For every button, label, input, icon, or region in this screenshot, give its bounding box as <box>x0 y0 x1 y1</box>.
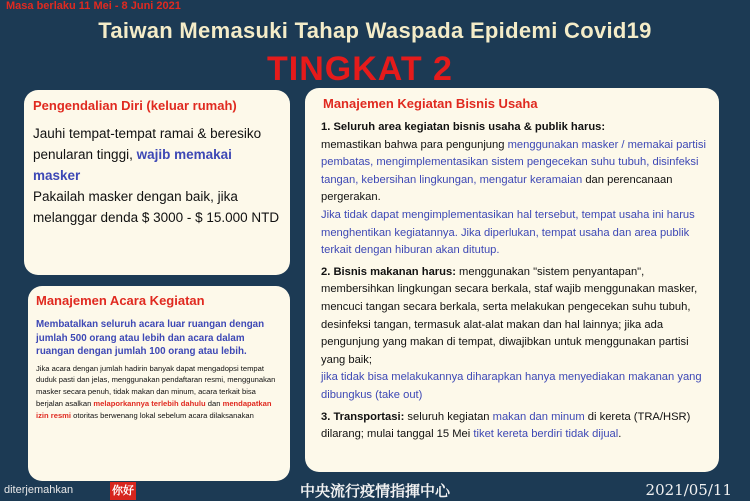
event-conditions-part-3: otoritas berwenang lokal sebelum acara dilaksanakan <box>71 410 254 420</box>
event-management-card <box>28 286 290 481</box>
self-control-card <box>24 90 290 275</box>
section-2-heading: 2. Bisnis makanan harus: <box>321 265 456 278</box>
mask-required-text: wajib memakai masker <box>33 147 232 183</box>
business-management-card <box>305 88 719 472</box>
section-food-business <box>321 264 709 405</box>
section-1-heading: 1. Seluruh area kegiatan bisnis usaha & publik harus: <box>321 121 606 133</box>
official-permit-text: mendapatkan izin resmi <box>36 398 272 420</box>
section-2-takeout-text: jika tidak bisa melakukannya diharapkan hanya menyediakan makanan yang dibungkus (take out) <box>321 371 702 401</box>
section-public-areas <box>321 119 709 260</box>
event-conditions-part-1: Jika acara dengan jumlah hadirin banyak dapat mengadopsi tempat duduk pasti dan jelas, menggunakan pendaftaran resmi, menggunakan masker secara penuh, tidak makan dan minum, acara terkait bisa berjalan asalkan <box>36 363 276 408</box>
business-management-title: Manajemen Kegiatan Bisnis Usaha <box>323 96 538 111</box>
event-cancel-text: Membatalkan seluruh acara luar ruangan dengan jumlah 500 orang atau lebih dan acara dalam ruangan dengan jumlah 100 orang atau lebih. <box>36 319 265 357</box>
section-2-text: menggunakan "sistem penyantapan", membersihkan lingkungan secara berkala, staf wajib menggunakan masker, mencuci tangan secara berkala, serta melakukan pengecekan suhu tubuh, desinfeksi tangan, termasuk alat-alat makan dan hal lainnya; jika ada pengunjung yang makan di tempat, diwajibkan untuk menggunakan partisi yang baik; <box>321 265 698 366</box>
event-management-title: Manajemen Acara Kegiatan <box>36 293 205 308</box>
event-conditions-text <box>36 363 282 422</box>
section-transport <box>321 409 709 444</box>
section-3-text-c: di kereta (TRA/HSR) dilarang; mulai tanggal 15 Mei <box>321 410 691 441</box>
standing-ticket-text: tiket kereta berdiri tidak dijual <box>473 428 619 441</box>
crowd-avoid-text: Jauhi tempat-tempat ramai & beresiko penularan tinggi, <box>33 126 262 162</box>
section-1-text-a: memastikan bahwa para pengunjung <box>321 138 508 151</box>
publish-date: 2021/05/11 <box>645 481 732 499</box>
self-control-title: Pengendalian Diri (keluar rumah) <box>33 98 237 113</box>
section-1-measures: menggunakan masker / memakai partisi pembatas, mengimplementasikan sistem pengecekan suhu tubuh, disinfeksi tangan, kebersihan lingkungan, mengatur keramaian <box>321 138 706 186</box>
page-title: Taiwan Memasuki Tahap Waspada Epidemi Covid19 <box>98 18 652 43</box>
alert-level: TINGKAT 2 <box>267 50 453 88</box>
section-1-text-c: dan perencanaan pergerakan. <box>321 173 673 204</box>
self-control-paragraph-1 <box>33 123 281 186</box>
report-first-text: melaporkannya terlebih dahulu <box>93 398 206 408</box>
section-1-closure-text: Jika tidak dapat mengimplementasikan hal tersebut, tempat usaha ini harus menghentikan kegiatannya. Jika diperlukan, tempat usaha dan area publik terkait dengan hiburan akan ditutup. <box>321 208 695 257</box>
eat-drink-text: makan dan minum <box>492 410 585 423</box>
validity-period: Masa berlaku 11 Mei - 8 Juni 2021 <box>6 0 181 12</box>
section-3-text-e: . <box>618 428 622 441</box>
translator-logo: 你好 <box>110 482 136 500</box>
agency-name: 中央流行疫情指揮中心 <box>299 482 450 500</box>
translated-by-label: diterjemahkan <box>4 484 74 496</box>
section-3-text-a: seluruh kegiatan <box>404 410 493 423</box>
section-3-heading: 3. Transportasi: <box>321 410 405 423</box>
self-control-paragraph-2: Pakailah masker dengan baik, jika melanggar denda $ 3000 - $ 15.000 NTD <box>33 189 280 225</box>
event-conditions-part-2: dan <box>205 398 223 408</box>
